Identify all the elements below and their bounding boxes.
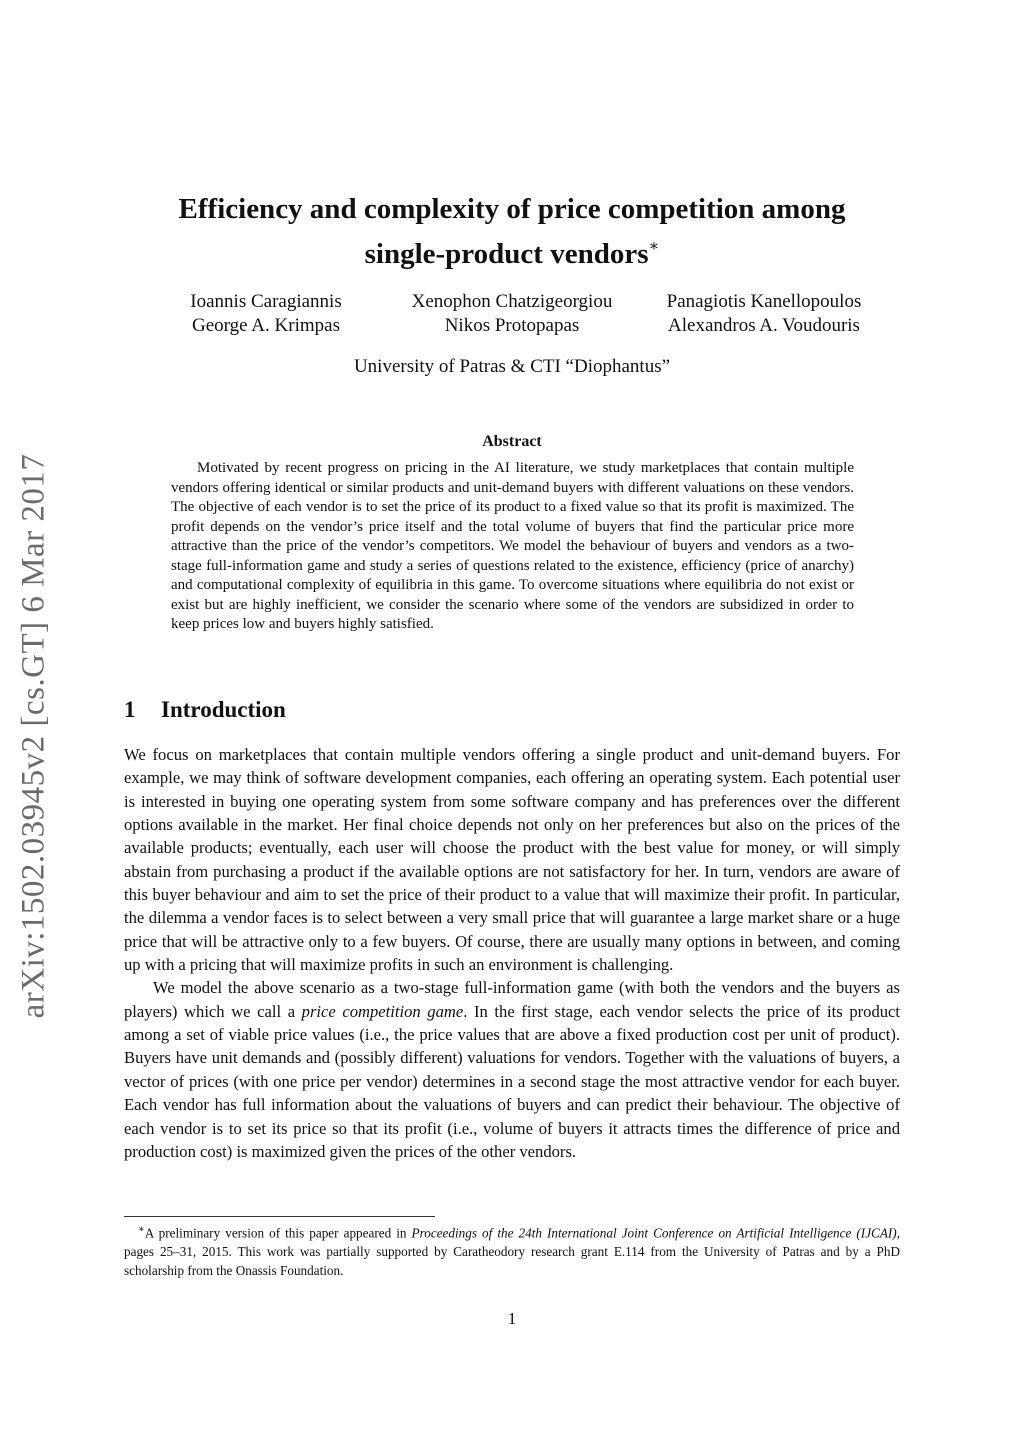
author-name: Alexandros A. Voudouris xyxy=(668,315,860,336)
paper-title xyxy=(124,191,900,273)
title-line-2-text: single-product vendors xyxy=(364,238,649,270)
intro-paragraph-2 xyxy=(124,976,900,1163)
author-column-3 xyxy=(644,290,884,338)
abstract-body xyxy=(171,459,854,635)
intro-paragraph-2-end: . In the first stage, each vendor selects the price of its product among a set of viable price values (i.e., the price values that are above a fixed production cost per unit of product). Buyers have unit demands and (possibly different) valuations for vendors. Together with the valuations of buyers, a vector of prices (with one price per vendor) determines in a second stage the most attractive vendor for each buyer. Each vendor has full information about the valuations of buyers and can predict their behaviour. The objective of each vendor is to set its price so that its profit (i.e., volume of buyers it attracts times the difference of price and production cost) is maximized given the prices of the other vendors. xyxy=(124,1001,901,1161)
section-number: 1 xyxy=(124,697,136,722)
title-line-2 xyxy=(124,228,900,273)
intro-paragraph-1: We focus on marketplaces that contain multiple vendors offering a single product and unit-demand buyers. For example, we may think of software development companies, each offering an operating system. Each potential user is interested in buying one operating system from some software company and has preferences over the different options available in the market. Her final choice depends not only on her preferences but also on the prices of the available products; eventually, each user will choose the product with the best value for money, or will simply abstain from purchasing a product if the available options are not satisfactory for her. In turn, vendors are aware of this buyer behaviour and aim to set the price of their product to a value that will maximize their profit. In particular, the dilemma a vendor faces is to select between a very small price that will guarantee a large market share or a huge price that will be attractive only to a few buyers. Of course, there are usually many options in between, and coming up with a pricing that will maximize profits in such an environment is challenging. xyxy=(124,745,900,975)
footnote-text-start: A preliminary version of this paper appeared in xyxy=(144,1225,412,1241)
title-line-1: Efficiency and complexity of price competition among xyxy=(178,193,846,225)
arxiv-identifier-text: arXiv:1502.03945v2 [cs.GT] 6 Mar 2017 xyxy=(15,453,52,1019)
abstract-paragraph: Motivated by recent progress on pricing in the AI literature, we study marketplaces that contain multiple vendors offering identical or similar products and unit-demand buyers with different valuations on these vendors. The objective of each vendor is to set the price of its product to a fixed value so that its profit is maximized. The profit depends on the vendor’s price itself and the total volume of buyers that find the particular price more attractive than the price of the vendor’s competitors. We model the behaviour of buyers and vendors as a two-stage full-information game and study a series of questions related to the existence, efficiency (price of anarchy) and computational complexity of equilibria in this game. To overcome situations where equilibria do not exist or exist but are highly inefficient, we consider the scenario where some of the vendors are subsidized in order to keep prices low and buyers highly satisfied. xyxy=(171,460,854,632)
affiliation: University of Patras & CTI “Diophantus” xyxy=(353,356,671,377)
intro-emphasis-term: price competition game xyxy=(301,1001,464,1021)
author-name: Nikos Protopapas xyxy=(444,315,580,336)
introduction-body xyxy=(124,743,900,1163)
author-name: George A. Krimpas xyxy=(192,315,340,336)
section-heading-introduction xyxy=(124,697,286,723)
footnote-divider xyxy=(124,1216,435,1217)
author-name: Panagiotis Kanellopoulos xyxy=(666,291,862,312)
footnote-paragraph xyxy=(124,1220,900,1280)
section-title: Introduction xyxy=(161,697,286,722)
title-footnote-marker: ∗ xyxy=(648,238,660,255)
footnote-venue: Proceedings of the 24th International Joint Conference on Artificial Intelligence (IJCAI) xyxy=(411,1225,897,1241)
author-name: Ioannis Caragiannis xyxy=(190,291,342,312)
arxiv-identifier-stamp xyxy=(14,453,54,1019)
footnote xyxy=(124,1220,900,1280)
author-column-1 xyxy=(176,290,356,338)
footnote-text-end: , pages 25–31, 2015. This work was partially supported by Caratheodory research grant E.114 from the University of Patras and by a PhD scholarship from the Onassis Foundation. xyxy=(124,1225,900,1279)
intro-paragraph-2-start: We model the above scenario as a two-stage full-information game (with both the vendors and the buyers as players) which we call a xyxy=(124,978,900,1021)
author-column-2 xyxy=(394,290,630,338)
abstract-heading: Abstract xyxy=(482,433,542,450)
footnote-marker: ∗ xyxy=(138,1224,145,1235)
page-number: 1 xyxy=(507,1309,517,1328)
author-name: Xenophon Chatzigeorgiou xyxy=(411,291,613,312)
